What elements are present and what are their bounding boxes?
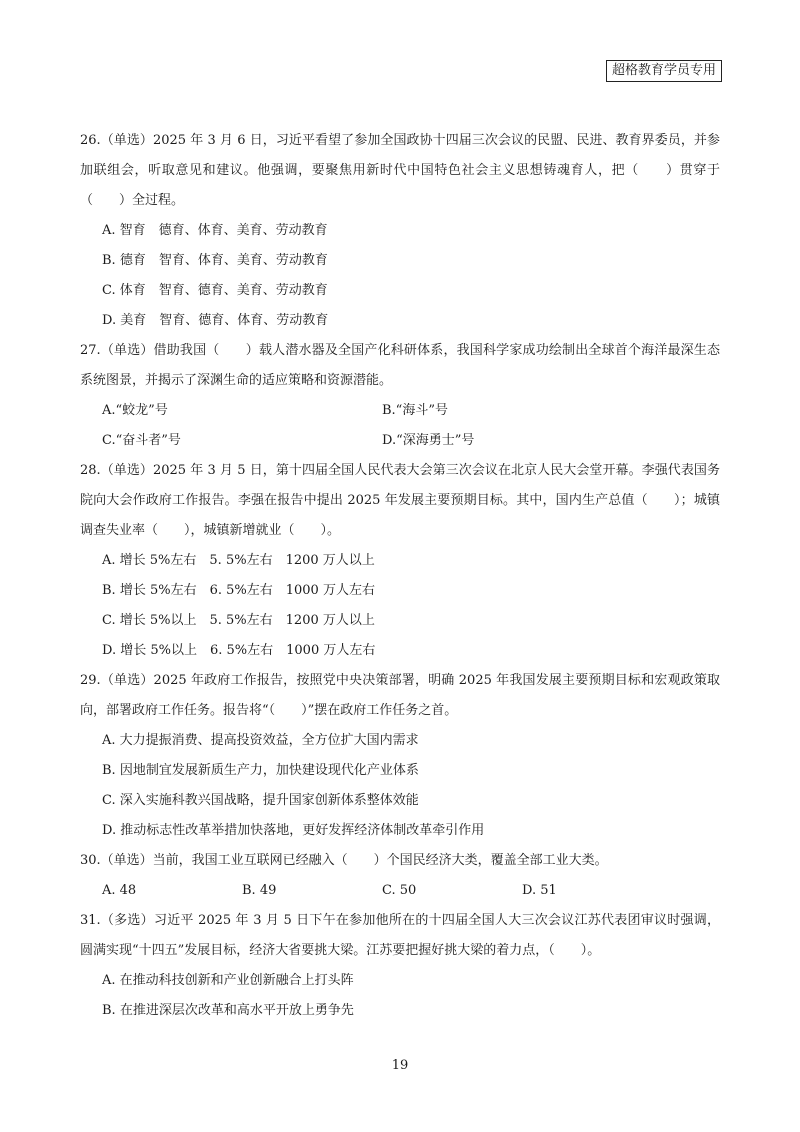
option-row <box>80 426 720 456</box>
option-c: C. 50 <box>382 883 417 898</box>
option-a: A. 智育 德育、体育、美育、劳动教育 <box>102 223 328 238</box>
question-29 <box>80 666 720 846</box>
question-27 <box>80 336 720 456</box>
question-26 <box>80 126 720 336</box>
student-only-stamp: 超格教育学员专用 <box>606 60 722 82</box>
option-a: A. 增长 5%左右 5. 5%左右 1200 万人以上 <box>102 553 375 568</box>
option-a: A.“蛟龙”号 <box>102 403 168 418</box>
option-d: D. 推动标志性改革举措加快落地，更好发挥经济体制改革牵引作用 <box>102 823 485 838</box>
option-d: D. 51 <box>522 883 557 898</box>
option-a: A. 大力提振消费、提高投资效益，全方位扩大国内需求 <box>102 733 419 748</box>
option-d: D.“深海勇士”号 <box>382 433 475 448</box>
option-row <box>80 396 720 426</box>
question-stem: 30.（单选）当前，我国工业互联网已经融入（ ）个国民经济大类，覆盖全部工业大类。 <box>80 853 608 868</box>
option-b: B. 49 <box>242 883 277 898</box>
question-stem: 31.（多选）习近平 2025 年 3 月 5 日下午在参加他所在的十四届全国人大三次会议江苏代表团审议时强调，圆满实现“十四五”发展目标，经济大省要挑大梁。江苏要把握好挑大梁的着力点，（ ）。 <box>80 913 720 958</box>
option-b: B. 增长 5%左右 6. 5%左右 1000 万人左右 <box>102 583 375 598</box>
option-row <box>80 876 720 906</box>
page-number: 19 <box>391 1058 409 1073</box>
option-d: D. 美育 智育、德育、体育、劳动教育 <box>102 313 329 328</box>
option-c: C. 深入实施科教兴国战略，提升国家创新体系整体效能 <box>102 793 419 808</box>
option-c: C.“奋斗者”号 <box>102 433 181 448</box>
question-stem: 29.（单选）2025 年政府工作报告，按照党中央决策部署，明确 2025 年我国发展主要预期目标和宏观政策取向，部署政府工作任务。报告将“（ ）”摆在政府工作任务之首。 <box>80 673 720 718</box>
option-b: B. 德育 智育、体育、美育、劳动教育 <box>102 253 328 268</box>
option-b: B. 在推进深层次改革和高水平开放上勇争先 <box>102 1003 354 1018</box>
option-b: B. 因地制宜发展新质生产力，加快建设现代化产业体系 <box>102 763 419 778</box>
option-c: C. 增长 5%以上 5. 5%左右 1200 万人以上 <box>102 613 375 628</box>
option-a: A. 48 <box>102 883 137 898</box>
question-stem: 27.（单选）借助我国（ ）载人潜水器及全国产化科研体系，我国科学家成功绘制出全球首个海洋最深生态系统图景，并揭示了深渊生命的适应策略和资源潜能。 <box>80 343 720 388</box>
option-c: C. 体育 智育、德育、美育、劳动教育 <box>102 283 328 298</box>
question-stem: 28.（单选）2025 年 3 月 5 日，第十四届全国人民代表大会第三次会议在北京人民大会堂开幕。李强代表国务院向大会作政府工作报告。李强在报告中提出 2025 年发展主要预期目标。其中，国内生产总值（ ）；城镇调查失业率（ ），城镇新增就业（ ）。 <box>80 463 720 538</box>
question-stem: 26.（单选）2025 年 3 月 6 日，习近平看望了参加全国政协十四届三次会议的民盟、民进、教育界委员，并参加联组会，听取意见和建议。他强调，要聚焦用新时代中国特色社会主义思想铸魂育人，把（ ）贯穿于（ ）全过程。 <box>80 133 720 208</box>
option-a: A. 在推动科技创新和产业创新融合上打头阵 <box>102 973 354 988</box>
option-d: D. 增长 5%以上 6. 5%左右 1000 万人左右 <box>102 643 376 658</box>
question-31 <box>80 906 720 1026</box>
question-list <box>80 126 720 1026</box>
question-30 <box>80 846 720 906</box>
question-28 <box>80 456 720 666</box>
option-b: B.“海斗”号 <box>382 403 448 418</box>
